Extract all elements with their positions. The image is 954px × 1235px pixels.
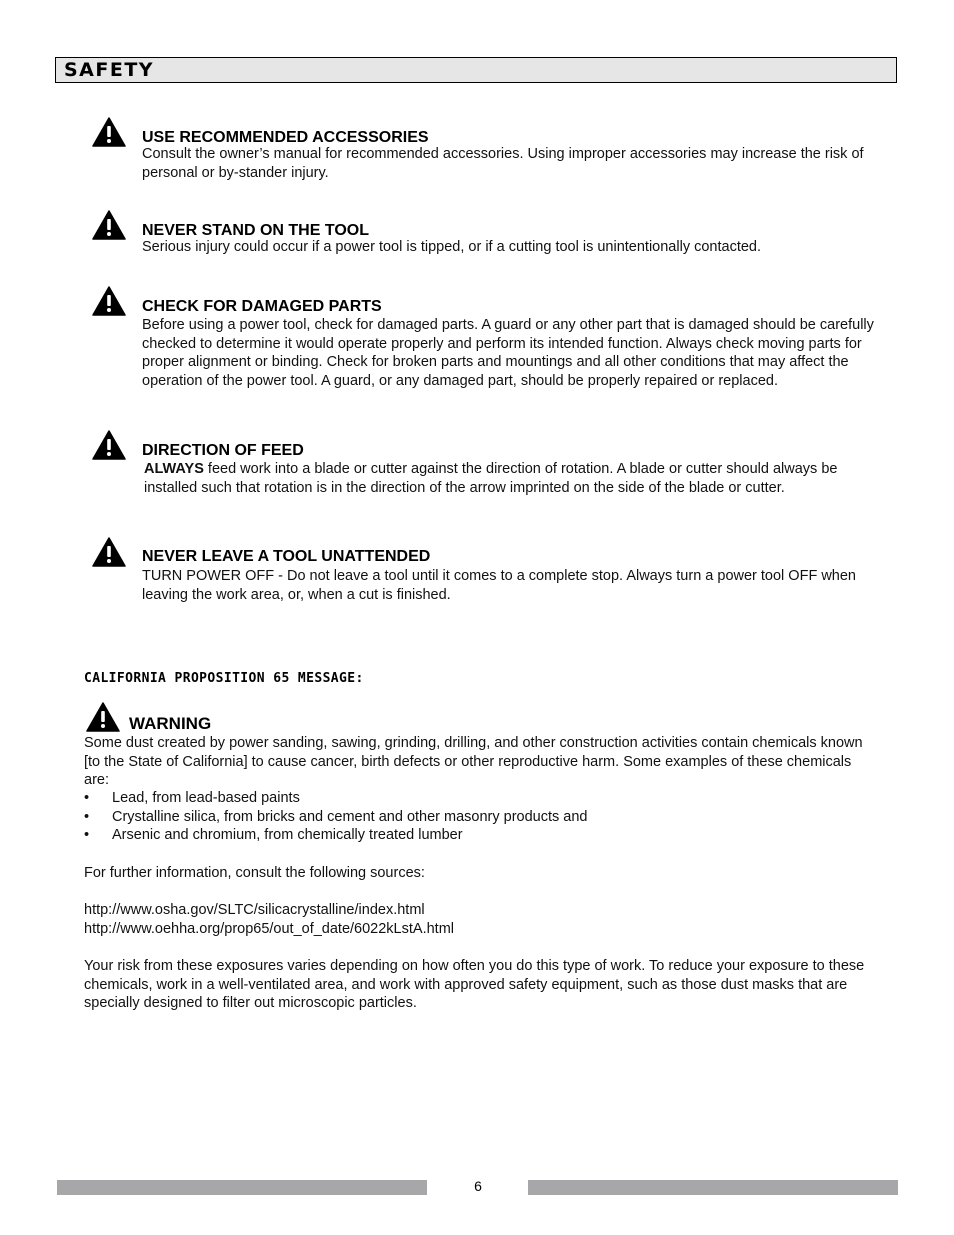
footer-bar-left [57, 1180, 427, 1195]
prop65-warning-label: WARNING [129, 714, 212, 733]
list-item: • Crystalline silica, from bricks and cement and other masonry products and [84, 808, 588, 825]
warning-block-body [144, 460, 879, 497]
warning-triangle-icon [92, 537, 126, 567]
warning-block-title: USE RECOMMENDED ACCESSORIES [142, 129, 429, 146]
warning-block-body: Before using a power tool, check for damaged parts. A guard or any other part that is damaged should be carefully checked to determine it would operate properly and perform its intended function. Always check moving parts for proper alignment or binding. Check for broken parts and mountings and all other conditions that may affect the operation of the power tool. A guard, or any damaged part, should be properly repaired or replaced. [142, 317, 874, 390]
warning-triangle-icon [86, 702, 120, 732]
warning-block-damaged-parts [92, 286, 882, 412]
page-number: 6 [474, 1178, 482, 1194]
footer-bar-right [528, 1180, 898, 1195]
prop65-chemical-list [84, 789, 587, 845]
bullet-icon: • [84, 827, 90, 844]
list-item: • Lead, from lead-based paints [84, 790, 300, 806]
list-item: • Arsenic and chromium, from chemically treated lumber [84, 827, 463, 844]
prop65-section-title: CALIFORNIA PROPOSITION 65 MESSAGE: [84, 671, 364, 686]
warning-block-accessories [92, 117, 882, 187]
prop65-sources-intro: For further information, consult the following sources: [84, 865, 425, 881]
emphasis-always: ALWAYS [144, 461, 204, 477]
warning-block-title: CHECK FOR DAMAGED PARTS [142, 298, 382, 315]
warning-block-stand [92, 210, 882, 262]
prop65-source-link[interactable]: http://www.oehha.org/prop65/out_of_date/6022kLstA.html [84, 921, 454, 937]
prop65-warning-heading [84, 702, 384, 734]
warning-block-body: Consult the owner’s manual for recommended accessories. Using improper accessories may increase the risk of personal or by-stander injury. [142, 146, 864, 181]
bullet-icon: • [84, 808, 90, 825]
warning-triangle-icon [92, 430, 126, 460]
prop65-closing: Your risk from these exposures varies depending on how often you do this type of work. To reduce your exposure to these chemicals, work in a well-ventilated area, and work with approved safety equipment, such as those dust masks that are specially designed to filter out microscopic particles. [84, 958, 865, 1012]
section-header-bar [55, 57, 897, 83]
bullet-icon: • [84, 790, 90, 806]
warning-block-body: Serious injury could occur if a power tool is tipped, or if a cutting tool is unintentionally contacted. [142, 239, 762, 255]
warning-block-body: TURN POWER OFF - Do not leave a tool until it comes to a complete stop. Always turn a power tool OFF when leaving the work area, or, when a cut is finished. [142, 568, 856, 603]
warning-block-body-text: feed work into a blade or cutter against the direction of rotation. A blade or cutter should always be installed such that rotation is in the direction of the arrow imprinted on the side of the blade or cutter. [144, 461, 838, 496]
warning-block-feed-direction [92, 430, 882, 520]
prop65-intro: Some dust created by power sanding, sawing, grinding, drilling, and other construction activities contain chemicals known [to the State of California] to cause cancer, birth defects or other reproductive harm. Some examples of these chemicals are: [84, 735, 863, 789]
warning-block-title: DIRECTION OF FEED [142, 442, 304, 459]
warning-triangle-icon [92, 286, 126, 316]
warning-triangle-icon [92, 210, 126, 240]
section-header-title: SAFETY [64, 59, 155, 81]
warning-triangle-icon [92, 117, 126, 147]
warning-block-unattended [92, 537, 882, 609]
warning-block-title: NEVER STAND ON THE TOOL [142, 222, 369, 239]
prop65-source-link[interactable]: http://www.osha.gov/SLTC/silicacrystalline/index.html [84, 902, 425, 918]
warning-block-title: NEVER LEAVE A TOOL UNATTENDED [142, 548, 431, 565]
